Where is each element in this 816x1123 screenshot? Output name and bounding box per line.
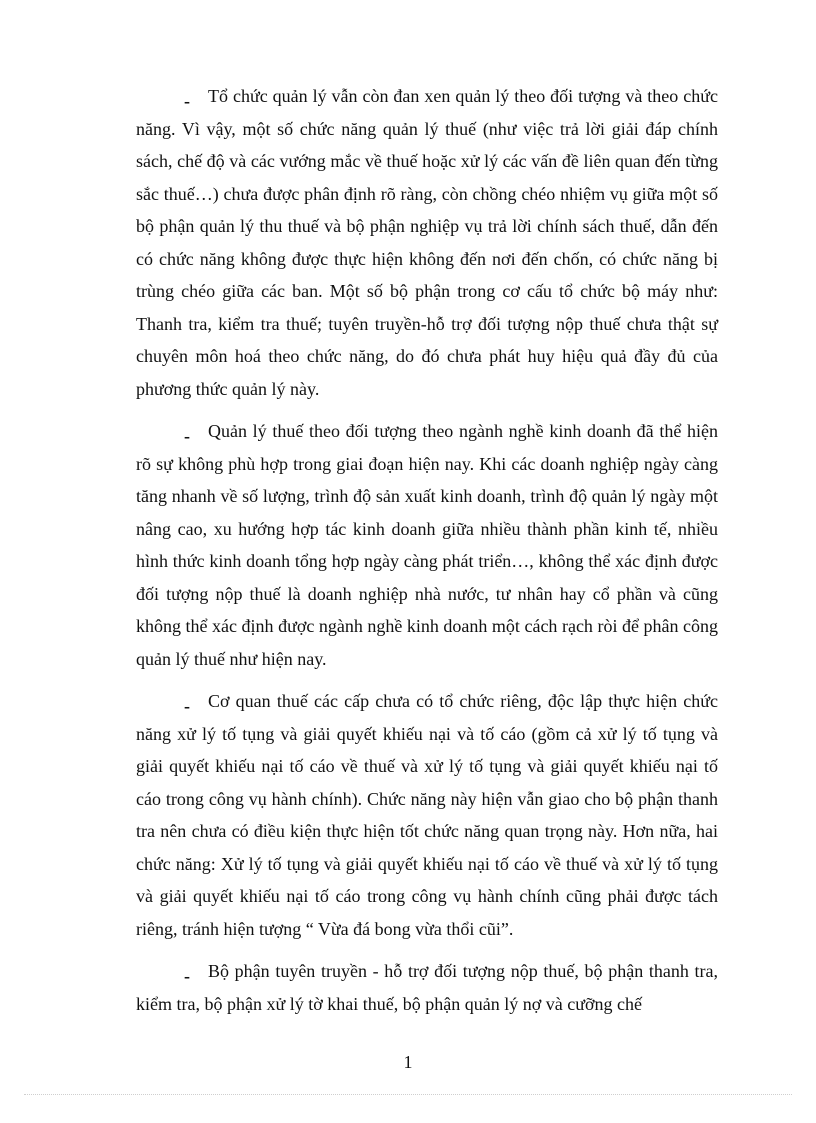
bullet-marker: -: [184, 966, 190, 986]
paragraph-text: Cơ quan thuế các cấp chưa có tổ chức riêng, độc lập thực hiện chức năng xử lý tố tụng và giải quyết khiếu nại và tố cáo (gồm cả xử lý tố tụng và giải quyết khiếu nại tố cáo về thuế và xử lý tố tụng và giải quyết khiếu nại tố cáo trong công vụ hành chính). Chức năng này hiện vẫn giao cho bộ phận thanh tra nên chưa có điều kiện thực hiện tốt chức năng quan trọng này. Hơn nữa, hai chức năng: Xử lý tố tụng và giải quyết khiếu nại tố cáo về thuế và xử lý tố tụng và giải quyết khiếu nại tố cáo trong công vụ hành chính cũng phải được tách riêng, tránh hiện tượng “ Vừa đá bong vừa thổi cũi”.: [136, 691, 718, 939]
bullet-marker: -: [184, 91, 190, 111]
paragraph-text: Bộ phận tuyên truyền - hỗ trợ đối tượng nộp thuế, bộ phận thanh tra, kiểm tra, bộ phận xử lý tờ khai thuế, bộ phận quản lý nợ và cưỡng chế: [136, 961, 718, 1014]
page-bottom-border: [24, 1094, 792, 1095]
paragraph-text: Tổ chức quản lý vẫn còn đan xen quản lý theo đối tượng và theo chức năng. Vì vậy, một số chức năng quản lý thuế (như việc trả lời giải đáp chính sách, chế độ và các vướng mắc về thuế hoặc xử lý các vấn đề liên quan đến từng sắc thuế…) chưa được phân định rõ ràng, còn chồng chéo nhiệm vụ giữa một số bộ phận quản lý thu thuế và bộ phận nghiệp vụ trả lời chính sách thuế, dẫn đến có chức năng không được thực hiện không đến nơi đến chốn, có chức năng bị trùng chéo giữa các ban. Một số bộ phận trong cơ cấu tổ chức bộ máy như: Thanh tra, kiểm tra thuế; tuyên truyền-hỗ trợ đối tượng nộp thuế chưa thật sự chuyên môn hoá theo chức năng, do đó chưa phát huy hiệu quả đầy đủ của phương thức quản lý này.: [136, 86, 718, 399]
paragraph-4: [136, 955, 718, 1020]
bullet-marker: -: [184, 696, 190, 716]
document-body: [136, 80, 718, 1030]
page-number: 1: [403, 1052, 413, 1072]
paragraph-3: [136, 685, 718, 945]
paragraph-1: [136, 80, 718, 405]
paragraph-2: [136, 415, 718, 675]
bullet-marker: -: [184, 426, 190, 446]
paragraph-text: Quản lý thuế theo đối tượng theo ngành nghề kinh doanh đã thể hiện rõ sự không phù hợp trong giai đoạn hiện nay. Khi các doanh nghiệp ngày càng tăng nhanh về số lượng, trình độ sản xuất kinh doanh, trình độ quản lý ngày một nâng cao, xu hướng hợp tác kinh doanh giữa nhiều thành phần kinh tế, nhiều hình thức kinh doanh tổng hợp ngày càng phát triển…, không thể xác định được đối tượng nộp thuế là doanh nghiệp nhà nước, tư nhân hay cổ phần và cũng không thể xác định được ngành nghề kinh doanh một cách rạch ròi để phân công quản lý thuế như hiện nay.: [136, 421, 718, 669]
